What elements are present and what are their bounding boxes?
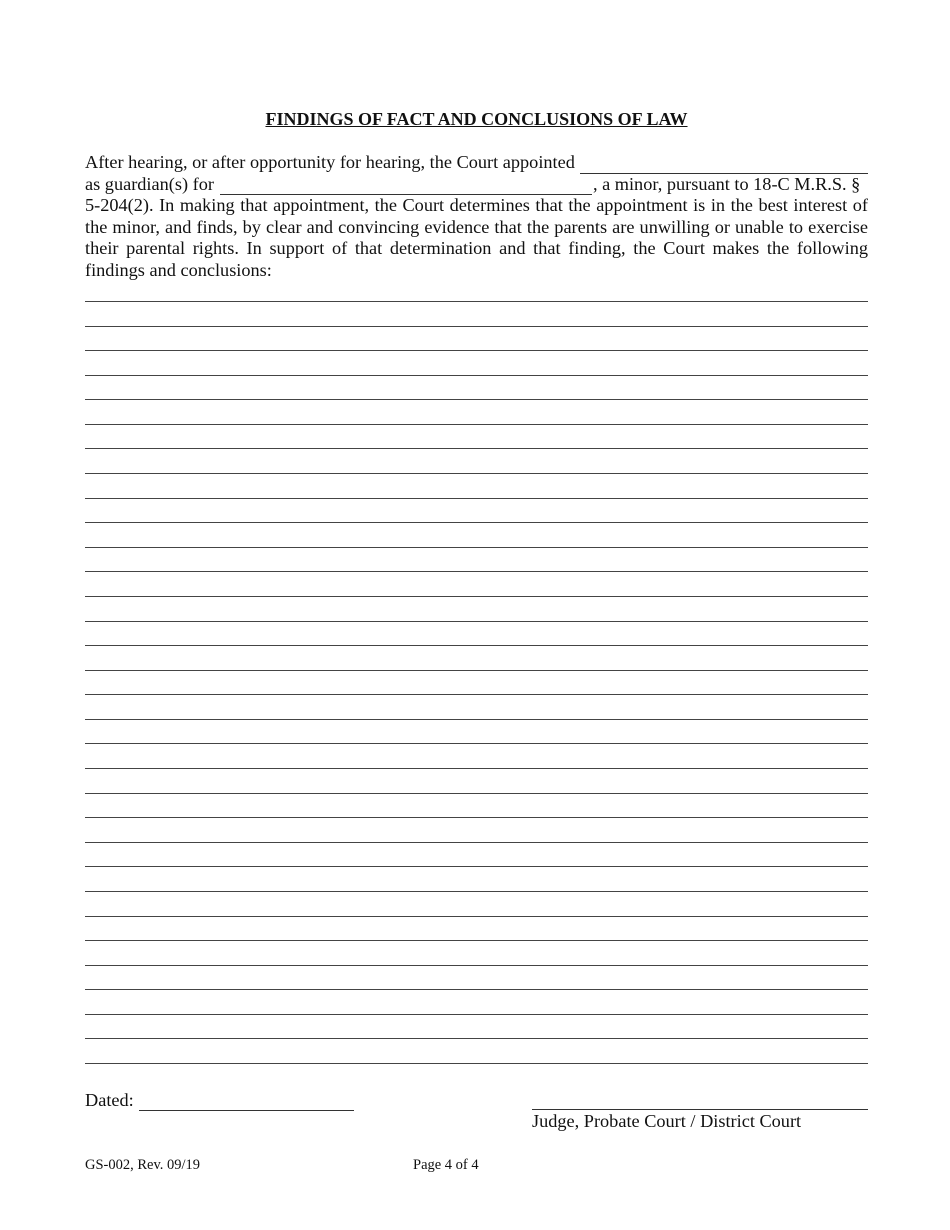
findings-line[interactable]: [85, 547, 868, 548]
findings-line[interactable]: [85, 916, 868, 917]
dated-label: Dated:: [85, 1090, 134, 1110]
signature-line[interactable]: [532, 1109, 868, 1110]
findings-line[interactable]: [85, 645, 868, 646]
dated-row: [85, 1090, 354, 1111]
findings-line[interactable]: [85, 350, 868, 351]
findings-line[interactable]: [85, 965, 868, 966]
findings-line[interactable]: [85, 448, 868, 449]
findings-line[interactable]: [85, 596, 868, 597]
form-title: FINDINGS OF FACT AND CONCLUSIONS OF LAW: [265, 109, 688, 129]
intro-text-rest: 5-204(2). In making that appointment, the Court determines that the appointment is in the best interest of the minor, and finds, by clear and convincing evidence that the parents are unwilling or unable to exercise their parental rights. In support of that determination and that finding, the Court makes the following findings and conclusions:: [85, 195, 868, 280]
intro-text-1: After hearing, or after opportunity for hearing, the Court appointed: [85, 152, 575, 172]
findings-line[interactable]: [85, 940, 868, 941]
intro-text-2: as guardian(s) for: [85, 173, 214, 194]
page-number: Page 4 of 4: [413, 1157, 479, 1173]
findings-line[interactable]: [85, 793, 868, 794]
findings-line[interactable]: [85, 326, 868, 327]
findings-line[interactable]: [85, 1063, 868, 1064]
findings-line[interactable]: [85, 301, 868, 302]
dated-field[interactable]: [139, 1094, 354, 1111]
findings-line[interactable]: [85, 399, 868, 400]
findings-line[interactable]: [85, 522, 868, 523]
findings-line[interactable]: [85, 473, 868, 474]
findings-line[interactable]: [85, 498, 868, 499]
findings-line[interactable]: [85, 694, 868, 695]
findings-line[interactable]: [85, 842, 868, 843]
intro-text-3: , a minor, pursuant to 18-C M.R.S. §: [592, 173, 861, 194]
signature-label: Judge, Probate Court / District Court: [532, 1111, 802, 1131]
findings-line[interactable]: [85, 719, 868, 720]
findings-line[interactable]: [85, 989, 868, 990]
findings-line[interactable]: [85, 424, 868, 425]
findings-line[interactable]: [85, 621, 868, 622]
findings-line[interactable]: [85, 743, 868, 744]
findings-line[interactable]: [85, 866, 868, 867]
findings-line[interactable]: [85, 817, 868, 818]
findings-line[interactable]: [85, 571, 868, 572]
form-number: GS-002, Rev. 09/19: [85, 1157, 201, 1173]
findings-line[interactable]: [85, 1038, 868, 1039]
findings-line[interactable]: [85, 768, 868, 769]
findings-line[interactable]: [85, 891, 868, 892]
findings-line[interactable]: [85, 670, 868, 671]
findings-line[interactable]: [85, 375, 868, 376]
findings-line[interactable]: [85, 1014, 868, 1015]
findings-lines-area[interactable]: [85, 0, 868, 1230]
